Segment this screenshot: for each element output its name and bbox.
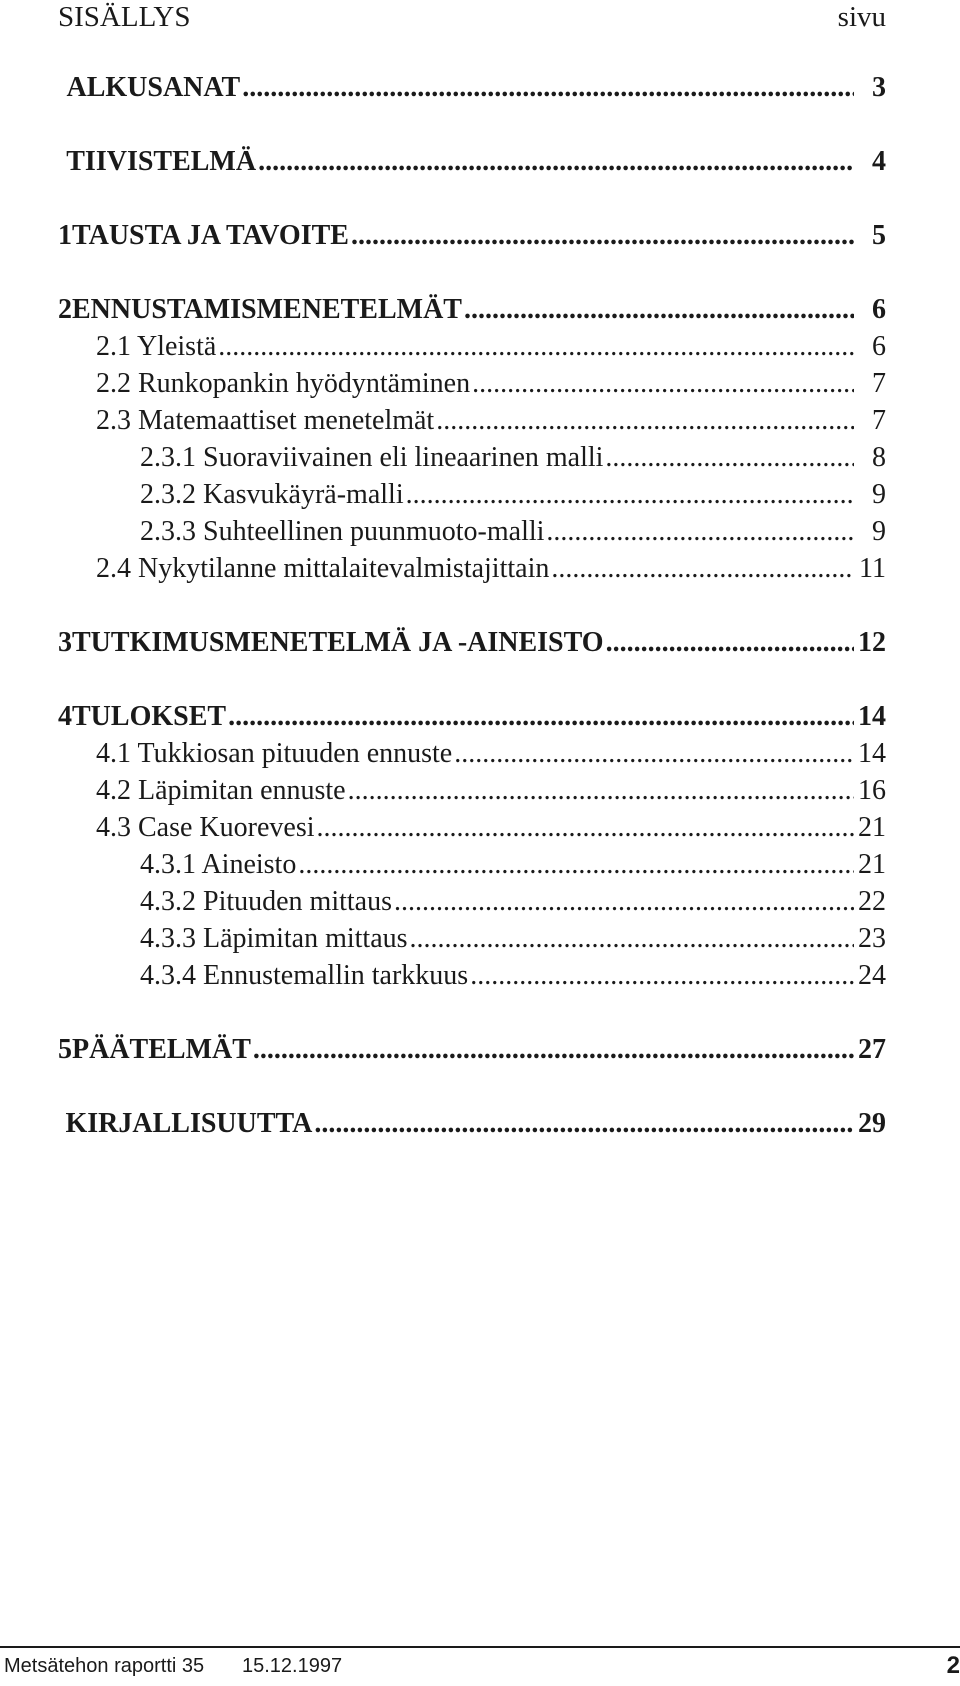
toc-entry-title: ALKUSANAT <box>66 72 241 103</box>
page-footer <box>4 1650 960 1682</box>
toc-entry-page: 22 <box>858 886 886 917</box>
toc-entry-page: 5 <box>872 220 886 251</box>
page-header <box>58 0 886 34</box>
toc-entry[interactable] <box>58 886 886 923</box>
dot-leader <box>410 923 854 955</box>
toc-entry-page: 11 <box>859 553 886 584</box>
toc-entry-page: 27 <box>858 1034 886 1065</box>
toc-entry[interactable] <box>58 738 886 775</box>
dot-leader <box>472 368 854 400</box>
toc-entry-title: 4.1 Tukkiosan pituuden ennuste <box>96 738 453 769</box>
toc-entry-page: 21 <box>858 812 886 843</box>
dot-leader <box>606 627 854 659</box>
toc-entry-title: 2.1 Yleistä <box>96 331 217 362</box>
dot-leader <box>351 220 854 252</box>
footer-divider <box>0 1646 960 1648</box>
toc-entry-title: 4.3.3 Läpimitan mittaus <box>140 923 408 954</box>
toc-entry[interactable] <box>58 1108 886 1145</box>
toc-entry[interactable] <box>58 775 886 812</box>
toc-entry[interactable] <box>58 146 886 183</box>
toc-entry-number: 2 <box>58 294 72 325</box>
toc-entry-number: 4 <box>58 701 72 732</box>
toc-entry-title: 4.3.4 Ennustemallin tarkkuus <box>140 960 469 991</box>
toc-entry-page: 14 <box>858 701 886 732</box>
dot-leader <box>298 849 854 881</box>
toc-entry[interactable] <box>58 701 886 738</box>
toc-entry-page: 7 <box>872 368 886 399</box>
toc-entry-title: KIRJALLISUUTTA <box>65 1108 313 1139</box>
toc-entry-page: 3 <box>872 72 886 103</box>
toc-entry[interactable] <box>58 553 886 590</box>
dot-leader <box>454 738 854 770</box>
toc-entry-title: 2.4 Nykytilanne mittalaitevalmistajittain <box>96 553 550 584</box>
report-date: 15.12.1997 <box>242 1654 343 1677</box>
toc-entry[interactable] <box>58 516 886 553</box>
dot-leader <box>218 331 854 363</box>
toc-entry-page: 29 <box>858 1108 886 1139</box>
toc-entry-page: 24 <box>858 960 886 991</box>
dot-leader <box>242 72 854 104</box>
toc-entry[interactable] <box>58 1034 886 1071</box>
toc-entry-title: 2.3.3 Suhteellinen puunmuoto-malli <box>140 516 545 547</box>
toc-entry[interactable] <box>58 442 886 479</box>
toc-entry-page: 7 <box>872 405 886 436</box>
dot-leader <box>258 146 854 178</box>
dot-leader <box>317 812 854 844</box>
toc-entry-page: 16 <box>858 775 886 806</box>
page-title: SISÄLLYS <box>58 0 191 33</box>
toc-entry[interactable] <box>58 960 886 997</box>
toc-entry[interactable] <box>58 923 886 960</box>
toc-entry-title: PÄÄTELMÄT <box>72 1034 251 1065</box>
toc-entry-title: 4.3 Case Kuorevesi <box>96 812 315 843</box>
toc-entry-number: 1 <box>58 220 72 251</box>
dot-leader <box>394 886 854 918</box>
dot-leader <box>605 442 854 474</box>
dot-leader <box>406 479 854 511</box>
toc-entry-title: 2.3.2 Kasvukäyrä-malli <box>140 479 404 510</box>
toc-entry[interactable] <box>58 849 886 886</box>
toc-entry-page: 6 <box>872 294 886 325</box>
dot-leader <box>348 775 854 807</box>
dot-leader <box>228 701 854 733</box>
toc-entry-page: 21 <box>858 849 886 880</box>
toc-entry-title: TIIVISTELMÄ <box>66 146 257 177</box>
toc-entry[interactable] <box>58 368 886 405</box>
toc-entry-page: 6 <box>872 331 886 362</box>
toc-entry-page: 12 <box>858 627 886 658</box>
toc-entry-page: 9 <box>872 516 886 547</box>
toc-entry-title: 4.3.1 Aineisto <box>140 849 297 880</box>
dot-leader <box>551 553 854 585</box>
toc-entry-title: TUTKIMUSMENETELMÄ JA -AINEISTO <box>72 627 604 658</box>
toc-entry[interactable] <box>58 627 886 664</box>
toc-entry-title: TULOKSET <box>72 701 227 732</box>
toc-entry-page: 4 <box>872 146 886 177</box>
toc-entry-page: 14 <box>858 738 886 769</box>
toc-entry-number: 5 <box>58 1034 72 1065</box>
dot-leader <box>464 294 854 326</box>
page-column-label: sivu <box>837 0 886 33</box>
toc-entry-title: 4.2 Läpimitan ennuste <box>96 775 346 806</box>
toc-entry-title: ENNUSTAMISMENETELMÄT <box>72 294 462 325</box>
toc-entry[interactable] <box>58 405 886 442</box>
toc-entry-number: 3 <box>58 627 72 658</box>
toc-entry[interactable] <box>58 331 886 368</box>
toc-entry[interactable] <box>58 812 886 849</box>
dot-leader <box>253 1034 854 1066</box>
page-number: 2 <box>946 1652 960 1679</box>
table-of-contents <box>58 72 886 1145</box>
toc-entry-page: 9 <box>872 479 886 510</box>
toc-entry-title: 2.3 Matemaattiset menetelmät <box>96 405 435 436</box>
dot-leader <box>314 1108 854 1140</box>
toc-entry-title: TAUSTA JA TAVOITE <box>72 220 349 251</box>
toc-entry[interactable] <box>58 479 886 516</box>
dot-leader <box>436 405 854 437</box>
toc-entry[interactable] <box>58 294 886 331</box>
toc-entry-title: 4.3.2 Pituuden mittaus <box>140 886 392 917</box>
dot-leader <box>546 516 854 548</box>
toc-entry[interactable] <box>58 220 886 257</box>
report-name: Metsätehon raportti 35 <box>4 1654 205 1677</box>
toc-entry-page: 8 <box>872 442 886 473</box>
toc-entry-page: 23 <box>858 923 886 954</box>
toc-entry-title: 2.3.1 Suoraviivainen eli lineaarinen malli <box>140 442 604 473</box>
dot-leader <box>470 960 854 992</box>
toc-entry[interactable] <box>58 72 886 109</box>
toc-entry-title: 2.2 Runkopankin hyödyntäminen <box>96 368 471 399</box>
